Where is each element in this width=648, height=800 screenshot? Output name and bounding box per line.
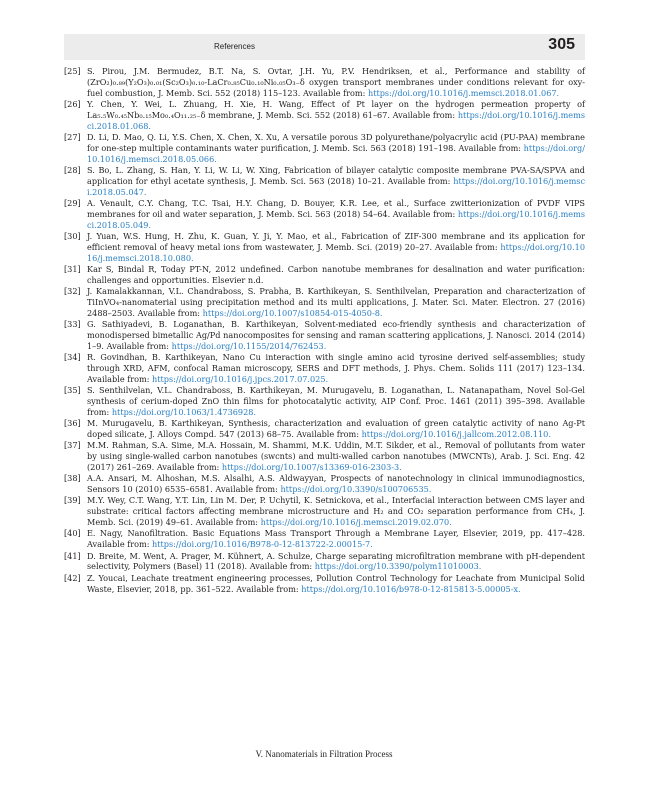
doi-link[interactable]: https://doi.org/10.1016/j.memsci.2018.05.047. bbox=[87, 175, 585, 197]
reference-number: [33] bbox=[64, 319, 81, 330]
doi-link[interactable]: https://doi.org/10.1016/j.memsci.2018.10.080. bbox=[87, 241, 585, 263]
reference-number: [42] bbox=[64, 572, 81, 583]
reference-item bbox=[64, 385, 585, 417]
doi-link[interactable]: https://doi.org/10.1016/j.memsci.2018.05.066. bbox=[87, 142, 585, 164]
reference-number: [30] bbox=[64, 230, 81, 241]
doi-link[interactable]: https://doi.org/10.1155/2014/762453. bbox=[171, 340, 327, 351]
reference-number: [37] bbox=[64, 440, 81, 451]
header-title: References bbox=[214, 42, 255, 51]
reference-item bbox=[64, 418, 585, 440]
reference-number: [34] bbox=[64, 352, 81, 363]
reference-text: J. Yuan, W.S. Hung, H. Zhu, K. Guan, Y. Ji, Y. Mao, et al., Fabrication of ZIF-300 membrane and its application for efficient removal of heavy metal ions from wastewater, J. Memb. Sci. (2019) 20–27. Available from: bbox=[87, 230, 585, 252]
doi-link[interactable]: https://doi.org/10.1016/j.memsci.2018.01.067. bbox=[367, 87, 560, 98]
reference-text: S. Bo, L. Zhang, S. Han, Y. Li, W. Li, W. Xing, Fabrication of bilayer catalytic composite membrane PVA-SA/SPVA and application for ethyl acetate synthesis, J. Memb. Sci. 563 (2018) 10–21. Available from: bbox=[87, 164, 585, 186]
reference-number: [27] bbox=[64, 131, 81, 142]
reference-item bbox=[64, 551, 585, 573]
reference-number: [25] bbox=[64, 66, 81, 76]
reference-number: [36] bbox=[64, 418, 81, 429]
reference-number: [28] bbox=[64, 164, 81, 175]
reference-item bbox=[64, 528, 585, 550]
reference-list bbox=[64, 66, 585, 595]
footer-section-title: V. Nanomaterials in Filtration Process bbox=[255, 749, 393, 759]
reference-number: [29] bbox=[64, 197, 81, 208]
reference-text: A.A. Ansari, M. Alhoshan, M.S. Alsalhi, A.S. Aldwayyan, Prospects of nanotechnology in clinical immunodiagnostics, Sensors 10 (2010) 6535–6581. Available from: bbox=[87, 473, 585, 494]
reference-text: M.Y. Wey, C.T. Wang, Y.T. Lin, Lin M. Der, P. Uchytil, K. Setnickova, et al., Interfacial interaction between CMS layer and substrate: critical factors affecting membrane microstructure and H₂ and CO₂ separation performance from CH₄, J. Memb. Sci. (2019) 49–61. Available from: bbox=[87, 495, 585, 527]
doi-link[interactable]: https://doi.org/10.1016/b978-0-12-815813-5.00005-x. bbox=[301, 583, 521, 594]
reference-item bbox=[64, 573, 585, 595]
doi-link[interactable]: https://doi.org/10.1063/1.4736928. bbox=[111, 406, 257, 417]
reference-number: [40] bbox=[64, 528, 81, 539]
reference-text: S. Senthilvelan, V.L. Chandraboss, B. Karthikeyan, M. Murugavelu, B. Loganathan, L. Natanapatham, Novel Sol-Gel synthesis of cerium-doped ZnO thin films for photocatalytic activity, AIP Conf. Proc. 1461 (2011) 395–398. Available from: bbox=[87, 385, 585, 417]
reference-item bbox=[64, 473, 585, 495]
reference-number: [39] bbox=[64, 495, 81, 506]
reference-text: D. Breite, M. Went, A. Prager, M. Kühnert, A. Schulze, Charge separating microfiltration membrane with pH-dependent selectivity, Polymers (Basel) 11 (2018). Available from: bbox=[87, 550, 585, 572]
reference-text: R. Govindhan, B. Karthikeyan, Nano Cu interaction with single amino acid tyrosine derived self-assemblies; study through XRD, AFM, confocal Raman microscopy, SERS and DFT methods, J. Phys. Chem. Solids 111 (2017) 123–134. Available from: bbox=[87, 352, 585, 384]
doi-link[interactable]: https://doi.org/10.1007/s13369-016-2303-3. bbox=[221, 461, 402, 472]
running-header bbox=[64, 34, 585, 60]
doi-link[interactable]: https://doi.org/10.1016/j.jallcom.2012.08.110. bbox=[361, 428, 551, 439]
doi-link[interactable]: https://doi.org/10.3390/polym11010003. bbox=[314, 561, 482, 572]
reference-item bbox=[64, 231, 585, 263]
reference-number: [26] bbox=[64, 98, 81, 109]
reference-text: Y. Chen, Y. Wei, L. Zhuang, H. Xie, H. Wang, Effect of Pt layer on the hydrogen permeation property of La₅.₅W₀.₄₅Nb₀.₁₅Mo₀.₄O₁₁.₂₅₋δ membrane, J. Memb. Sci. 552 (2018) 61–67. Available from: bbox=[87, 98, 585, 120]
reference-text: A. Venault, C.Y. Chang, T.C. Tsai, H.Y. Chang, D. Bouyer, K.R. Lee, et al., Surface zwitterionization of PVDF VIPS membranes for oil and water separation, J. Memb. Sci. 563 (2018) 54–64. Available from: bbox=[87, 197, 585, 219]
reference-text: Z. Youcai, Leachate treatment engineering processes, Pollution Control Technology for Leachate from Municipal Solid Waste, Elsevier, 2018, pp. 361–522. Available from: bbox=[87, 572, 585, 594]
reference-item bbox=[64, 165, 585, 197]
reference-text: J. Kamalakkannan, V.L. Chandraboss, S. Prabha, B. Karthikeyan, S. Senthilvelan, Preparation and characterization of TiInVO₄-nanomaterial using precipitation method and its multi applications, J. Mater. Sci. Mater. Electron. 27 (2016) 2488–2503. Available from: bbox=[87, 286, 585, 318]
reference-number: [31] bbox=[64, 263, 81, 274]
doi-link[interactable]: https://doi.org/10.3390/s100706535. bbox=[280, 484, 432, 494]
reference-text: Kar S, Bindal R, Today PT-N, 2012 undefined. Carbon nanotube membranes for desalination and water purification: challenges and opportunities. Elsevier n.d. bbox=[87, 263, 585, 285]
doi-link[interactable]: https://doi.org/10.1016/j.memsci.2019.02.070. bbox=[260, 516, 452, 527]
reference-item bbox=[64, 132, 585, 164]
reference-item bbox=[64, 264, 585, 286]
doi-link[interactable]: https://doi.org/10.1007/s10854-015-4050-8. bbox=[202, 307, 383, 318]
reference-text: M. Murugavelu, B. Karthikeyan, Synthesis, characterization and evaluation of green catalytic activity of nano Ag-Pt doped silicate, J. Alloys Compd. 547 (2013) 68–75. Available from: bbox=[87, 418, 585, 439]
reference-item bbox=[64, 352, 585, 384]
reference-number: [32] bbox=[64, 286, 81, 297]
reference-item bbox=[64, 66, 585, 98]
reference-item bbox=[64, 198, 585, 230]
doi-link[interactable]: https://doi.org/10.1016/B978-0-12-813722-2.00015-7. bbox=[152, 539, 373, 550]
doi-link[interactable]: https://doi.org/10.1016/j.memsci.2018.05.049. bbox=[87, 208, 585, 230]
reference-text: S. Pirou, J.M. Bermudez, B.T. Na, S. Ovtar, J.H. Yu, P.V. Hendriksen, et al., Performance and stability of (ZrO₂)₀.₈₉(Y₂O₃)₀.₀₁(Sc₂O₃)₀.₁₀-LaCr₀.₈₅Cu₀.₁₀Ni₀.₀₅O₃₋δ oxygen transport membranes under conditions relevant for oxy-fuel combustion, J. Memb. Sci. 552 (2018) 115–123. Available from: bbox=[87, 66, 585, 98]
reference-item bbox=[64, 495, 585, 527]
reference-item bbox=[64, 99, 585, 131]
reference-text: D. Li, D. Mao, Q. Li, Y.S. Chen, X. Chen, X. Xu, A versatile porous 3D polyurethane/polyacrylic acid (PU-PAA) membrane for one-step multiple contaminants water purification, J. Memb. Sci. 563 (2018) 191–198. Available from: bbox=[87, 131, 585, 153]
reference-item bbox=[64, 319, 585, 351]
reference-text: E. Nagy, Nanofiltration. Basic Equations Mass Transport Through a Membrane Layer, Elsevier, 2019, pp. 417–428. Available from: bbox=[87, 528, 585, 550]
doi-link[interactable]: https://doi.org/10.1016/j.jpcs.2017.07.025. bbox=[152, 373, 329, 384]
reference-number: [35] bbox=[64, 385, 81, 396]
reference-number: [38] bbox=[64, 473, 81, 484]
reference-item bbox=[64, 286, 585, 318]
reference-item bbox=[64, 440, 585, 472]
reference-text: G. Sathiyadevi, B. Loganathan, B. Karthikeyan, Solvent-mediated eco-friendly synthesis and characterization of monodispersed bimetallic Ag/Pd nanocomposites for sensing and raman scattering applications, J. Nanosci. 2014 (2014) 1–9. Available from: bbox=[87, 319, 585, 351]
doi-link[interactable]: https://doi.org/10.1016/j.memsci.2018.01.068. bbox=[87, 109, 585, 131]
page-number: 305 bbox=[548, 36, 575, 53]
reference-number: [41] bbox=[64, 550, 81, 561]
reference-text: M.M. Rahman, S.A. Sime, M.A. Hossain, M. Shammi, M.K. Uddin, M.T. Sikder, et al., Removal of pollutants from water by using single-walled carbon nanotubes (swcnts) and multi-walled carbon nanotubes (MWCNTs), Arab. J. Sci. Eng. 42 (2017) 261–269. Available from: bbox=[87, 440, 585, 472]
